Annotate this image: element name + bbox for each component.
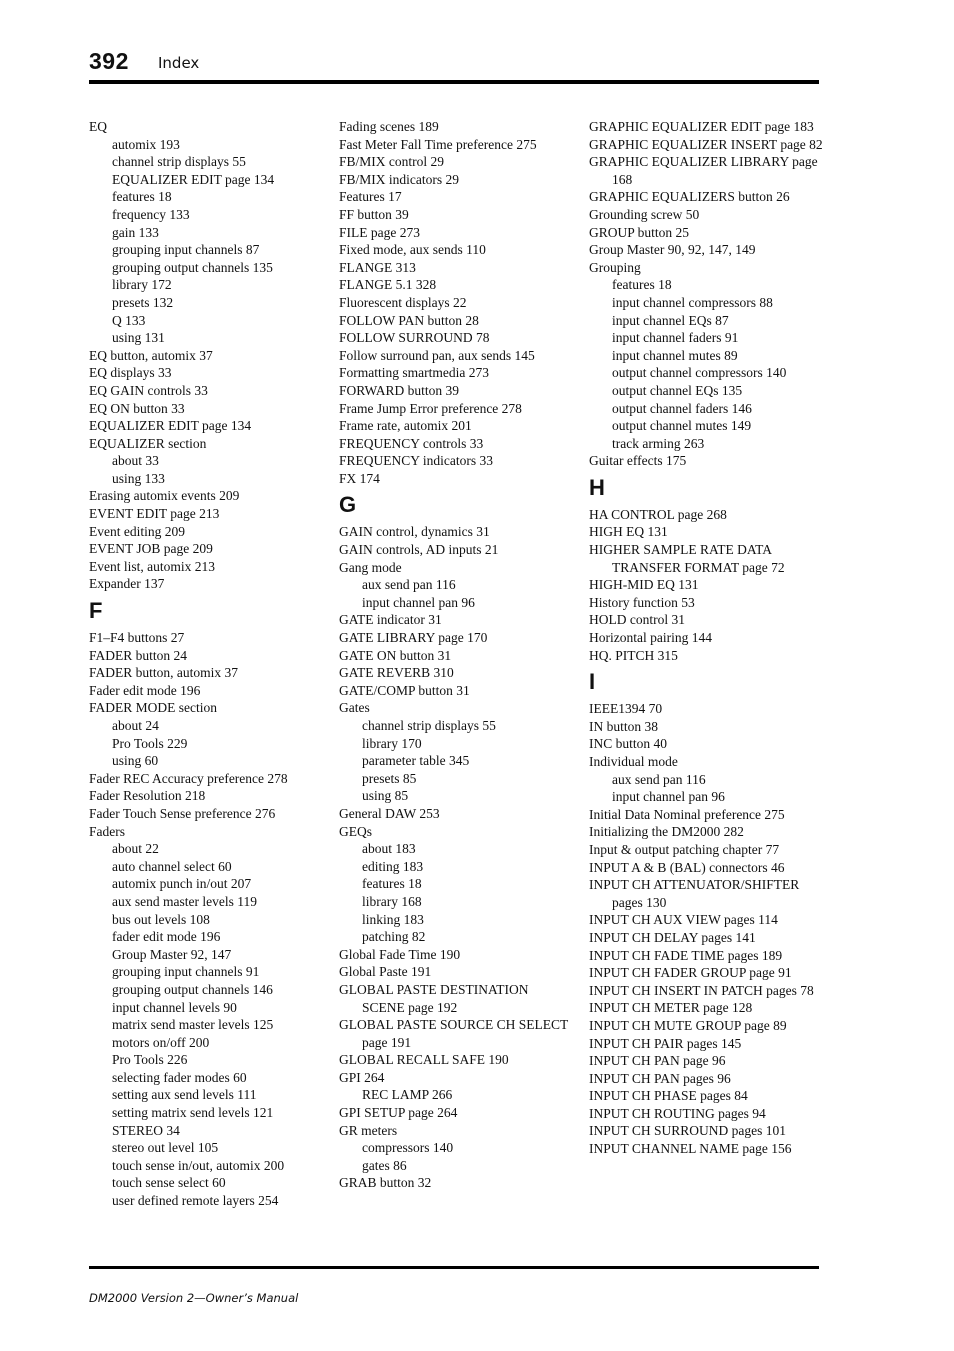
index-entry: HIGH EQ 131 — [589, 524, 668, 540]
index-entry: Gates — [339, 700, 370, 716]
index-subentry: grouping output channels 146 — [112, 981, 273, 997]
index-entry: Fader REC Accuracy preference 278 — [89, 770, 288, 786]
index-subentry: parameter table 345 — [362, 753, 470, 769]
index-subentry: features 18 — [112, 189, 172, 205]
index-entry: FADER MODE section — [89, 700, 217, 716]
index-subentry: compressors 140 — [362, 1140, 454, 1156]
index-entry: GLOBAL RECALL SAFE 190 — [339, 1052, 509, 1068]
index-subentry: features 18 — [362, 876, 422, 892]
index-entry: INPUT CH ATTENUATOR/SHIFTER pages 130 — [589, 877, 800, 910]
index-entry: Fader Resolution 218 — [89, 788, 206, 804]
index-subentry: patching 82 — [362, 929, 426, 945]
index-entry: INC button 40 — [589, 736, 668, 752]
index-subentry: aux send pan 116 — [362, 577, 456, 593]
index-column-2 — [339, 118, 574, 1192]
index-entry: Features 17 — [339, 189, 402, 205]
index-entry: FADER button 24 — [89, 647, 188, 663]
index-subentry: about 183 — [362, 841, 416, 857]
index-entry: Individual mode — [589, 754, 678, 769]
index-entry: EQ — [89, 119, 107, 134]
index-subentry: REC LAMP 266 — [362, 1087, 453, 1103]
index-entry: Group Master 90, 92, 147, 149 — [589, 242, 756, 258]
index-subentry: input channel mutes 89 — [612, 347, 738, 363]
index-subentry: Pro Tools 226 — [112, 1052, 188, 1068]
index-entry: GPI SETUP page 264 — [339, 1105, 458, 1121]
footer-manual-title: DM2000 Version 2—Owner’s Manual — [89, 1291, 299, 1305]
index-subentry: gain 133 — [112, 224, 159, 240]
index-subentry: stereo out level 105 — [112, 1140, 219, 1156]
index-entry: INPUT CH ROUTING pages 94 — [589, 1105, 766, 1121]
index-subentry: input channel EQs 87 — [612, 312, 729, 328]
index-subentry: output channel mutes 149 — [612, 418, 752, 434]
index-entry: FX 174 — [339, 470, 380, 486]
index-subentry: EQUALIZER EDIT page 134 — [112, 171, 275, 187]
index-subentry: using 133 — [112, 470, 165, 486]
index-entry: HIGHER SAMPLE RATE DATA TRANSFER FORMAT page 72 — [589, 542, 785, 575]
index-subentry: input channel pan 96 — [612, 789, 725, 805]
index-subentry: input channel pan 96 — [362, 594, 475, 610]
index-subentry: library 170 — [362, 735, 422, 751]
index-entry: Fader Touch Sense preference 276 — [89, 805, 276, 821]
index-subentry: user defined remote layers 254 — [112, 1193, 279, 1209]
index-entry: INPUT CH INSERT IN PATCH pages 78 — [589, 982, 814, 998]
index-entry: EVENT JOB page 209 — [89, 541, 213, 557]
section-title: Index — [158, 54, 200, 72]
index-entry: INPUT CH PAN pages 96 — [589, 1070, 731, 1086]
index-subentry: STEREO 34 — [112, 1122, 180, 1138]
index-subentry: frequency 133 — [112, 206, 190, 222]
index-subentry: presets 132 — [112, 294, 174, 310]
index-entry: GPI 264 — [339, 1069, 385, 1085]
index-entry: FORWARD button 39 — [339, 382, 460, 398]
index-entry: GLOBAL PASTE SOURCE CH SELECT page 191 — [339, 1017, 569, 1050]
index-subentry: features 18 — [612, 277, 672, 293]
index-entry: EQ button, automix 37 — [89, 347, 213, 363]
index-subentry: bus out levels 108 — [112, 911, 210, 927]
index-entry: INPUT CH PHASE pages 84 — [589, 1088, 748, 1104]
index-entry: Initial Data Nominal preference 275 — [589, 806, 785, 822]
index-entry: GR meters — [339, 1122, 398, 1138]
index-subentry: setting matrix send levels 121 — [112, 1105, 274, 1121]
index-entry: Initializing the DM2000 282 — [589, 824, 744, 840]
index-entry: INPUT CH PAIR pages 145 — [589, 1035, 742, 1051]
index-subentry: fader edit mode 196 — [112, 929, 221, 945]
index-entry: GRAPHIC EQUALIZER INSERT page 82 — [589, 136, 823, 152]
index-subentry: input channel compressors 88 — [612, 294, 773, 310]
index-entry: GAIN control, dynamics 31 — [339, 524, 490, 540]
index-entry: FF button 39 — [339, 206, 409, 222]
index-entry: FLANGE 5.1 328 — [339, 277, 437, 293]
index-entry: GROUP button 25 — [589, 224, 690, 240]
index-entry: FADER button, automix 37 — [89, 665, 239, 681]
index-entry: HOLD control 31 — [589, 612, 685, 628]
index-subentry: track arming 263 — [612, 435, 705, 451]
index-subentry: aux send pan 116 — [612, 771, 706, 787]
index-subentry: output channel compressors 140 — [612, 365, 787, 381]
index-entry: GRAB button 32 — [339, 1175, 432, 1191]
index-entry: Input & output patching chapter 77 — [589, 841, 780, 857]
index-entry: FB/MIX control 29 — [339, 154, 445, 170]
index-subentry: touch sense select 60 — [112, 1175, 226, 1191]
index-entry: INPUT CH MUTE GROUP page 89 — [589, 1017, 787, 1033]
index-subentry: automix 193 — [112, 136, 180, 152]
index-entry: History function 53 — [589, 594, 695, 610]
index-entry: FB/MIX indicators 29 — [339, 171, 459, 187]
index-subentry: about 24 — [112, 718, 159, 733]
index-subentry: setting aux send levels 111 — [112, 1087, 257, 1103]
index-column-3 — [589, 118, 824, 1158]
index-subentry: matrix send master levels 125 — [112, 1017, 274, 1033]
index-subentry: using 85 — [362, 788, 409, 804]
index-letter-heading: G — [339, 492, 357, 518]
index-entry: GATE ON button 31 — [339, 647, 452, 663]
index-subentry: grouping input channels 87 — [112, 242, 260, 258]
index-entry: General DAW 253 — [339, 805, 440, 821]
index-entry: EQ ON button 33 — [89, 400, 185, 416]
index-entry: INPUT CH FADER GROUP page 91 — [589, 965, 792, 981]
index-subentry: presets 85 — [362, 770, 417, 786]
index-entry: Faders — [89, 823, 125, 839]
index-entry: Expander 137 — [89, 576, 165, 592]
index-entry: INPUT CH PAN page 96 — [589, 1053, 726, 1069]
index-entry: Frame Jump Error preference 278 — [339, 400, 522, 416]
index-entry: GEQs — [339, 823, 372, 839]
index-subentry: selecting fader modes 60 — [112, 1069, 247, 1085]
index-subentry: library 168 — [362, 893, 422, 909]
index-letter-heading: I — [589, 669, 596, 695]
index-entry: Formatting smartmedia 273 — [339, 365, 489, 381]
index-entry: HA CONTROL page 268 — [589, 506, 727, 522]
index-entry: Fading scenes 189 — [339, 119, 439, 134]
index-letter-heading: H — [589, 474, 605, 500]
index-entry: Grounding screw 50 — [589, 206, 700, 222]
index-entry: Fluorescent displays 22 — [339, 294, 467, 310]
index-entry: Gang mode — [339, 559, 402, 575]
index-entry: FILE page 273 — [339, 224, 420, 240]
index-entry: Grouping — [589, 259, 641, 275]
index-entry: GATE LIBRARY page 170 — [339, 630, 488, 646]
index-entry: FOLLOW SURROUND 78 — [339, 330, 490, 346]
index-entry: GAIN controls, AD inputs 21 — [339, 542, 499, 558]
index-subentry: about 33 — [112, 453, 159, 469]
index-entry: INPUT CH AUX VIEW pages 114 — [589, 912, 778, 928]
index-entry: FREQUENCY indicators 33 — [339, 453, 493, 469]
index-entry: Global Fade Time 190 — [339, 946, 461, 962]
index-entry: EVENT EDIT page 213 — [89, 506, 220, 522]
index-subentry: aux send master levels 119 — [112, 893, 257, 909]
index-subentry: grouping output channels 135 — [112, 259, 273, 275]
page-header — [89, 44, 819, 80]
index-column-1 — [89, 118, 319, 1210]
index-entry: INPUT CH DELAY pages 141 — [589, 929, 756, 945]
index-entry: FLANGE 313 — [339, 259, 416, 275]
index-subentry: output channel EQs 135 — [612, 382, 743, 398]
index-subentry: output channel faders 146 — [612, 400, 752, 416]
index-subentry: channel strip displays 55 — [112, 154, 246, 170]
index-subentry: touch sense in/out, automix 200 — [112, 1157, 285, 1173]
index-entry: Frame rate, automix 201 — [339, 418, 472, 434]
index-subentry: editing 183 — [362, 858, 424, 874]
index-entry: HQ. PITCH 315 — [589, 647, 678, 663]
index-entry: FOLLOW PAN button 28 — [339, 312, 479, 328]
index-entry: Global Paste 191 — [339, 964, 432, 980]
index-entry: IN button 38 — [589, 718, 658, 734]
index-subentry: Pro Tools 229 — [112, 735, 188, 751]
index-entry: EQ displays 33 — [89, 365, 172, 381]
index-entry: Erasing automix events 209 — [89, 488, 240, 504]
index-entry: INPUT CH METER page 128 — [589, 1000, 753, 1016]
index-subentry: input channel levels 90 — [112, 999, 237, 1015]
index-entry: Event editing 209 — [89, 523, 185, 539]
index-subentry: automix punch in/out 207 — [112, 876, 252, 892]
index-entry: GRAPHIC EQUALIZER EDIT page 183 — [589, 119, 814, 134]
index-subentry: library 172 — [112, 277, 172, 293]
index-entry: FREQUENCY controls 33 — [339, 435, 484, 451]
index-subentry: using 60 — [112, 753, 159, 769]
index-entry: GLOBAL PASTE DESTINATION SCENE page 192 — [339, 981, 529, 1015]
index-entry: Follow surround pan, aux sends 145 — [339, 347, 535, 363]
index-subentry: input channel faders 91 — [612, 330, 739, 346]
index-entry: INPUT CH FADE TIME pages 189 — [589, 947, 783, 963]
index-entry: Guitar effects 175 — [589, 453, 687, 469]
index-subentry: using 131 — [112, 330, 165, 346]
index-subentry: auto channel select 60 — [112, 858, 232, 874]
index-entry: IEEE1394 70 — [589, 701, 663, 717]
index-entry: F1–F4 buttons 27 — [89, 630, 185, 646]
index-entry: Event list, automix 213 — [89, 558, 215, 574]
index-subentry: motors on/off 200 — [112, 1034, 210, 1050]
index-entry: HIGH-MID EQ 131 — [589, 577, 699, 593]
index-entry: EQUALIZER EDIT page 134 — [89, 418, 252, 434]
index-subentry: linking 183 — [362, 911, 424, 927]
index-entry: Fixed mode, aux sends 110 — [339, 242, 486, 258]
index-entry: GRAPHIC EQUALIZER LIBRARY page 168 — [589, 154, 818, 187]
index-subentry: grouping input channels 91 — [112, 964, 260, 980]
index-entry: GATE REVERB 310 — [339, 665, 454, 681]
index-entry: GATE/COMP button 31 — [339, 682, 470, 698]
index-letter-heading: F — [89, 598, 103, 624]
index-subentry: about 22 — [112, 841, 159, 857]
index-entry: Horizontal pairing 144 — [589, 630, 712, 646]
index-entry: INPUT CH SURROUND pages 101 — [589, 1123, 787, 1139]
header-rule — [89, 80, 819, 84]
index-entry: GRAPHIC EQUALIZERS button 26 — [589, 189, 790, 205]
index-entry: EQ GAIN controls 33 — [89, 382, 208, 398]
index-subentry: channel strip displays 55 — [362, 718, 496, 733]
page-number: 392 — [89, 48, 129, 74]
index-subentry: gates 86 — [362, 1157, 407, 1173]
index-entry: INPUT CHANNEL NAME page 156 — [589, 1141, 792, 1157]
index-subentry: Q 133 — [112, 312, 146, 328]
index-entry: INPUT A & B (BAL) connectors 46 — [589, 859, 785, 875]
index-subentry: Group Master 92, 147 — [112, 946, 232, 962]
index-entry: Fader edit mode 196 — [89, 682, 201, 698]
footer-rule — [89, 1266, 819, 1269]
index-entry: EQUALIZER section — [89, 435, 207, 451]
index-entry: GATE indicator 31 — [339, 612, 442, 628]
index-entry: Fast Meter Fall Time preference 275 — [339, 136, 537, 152]
